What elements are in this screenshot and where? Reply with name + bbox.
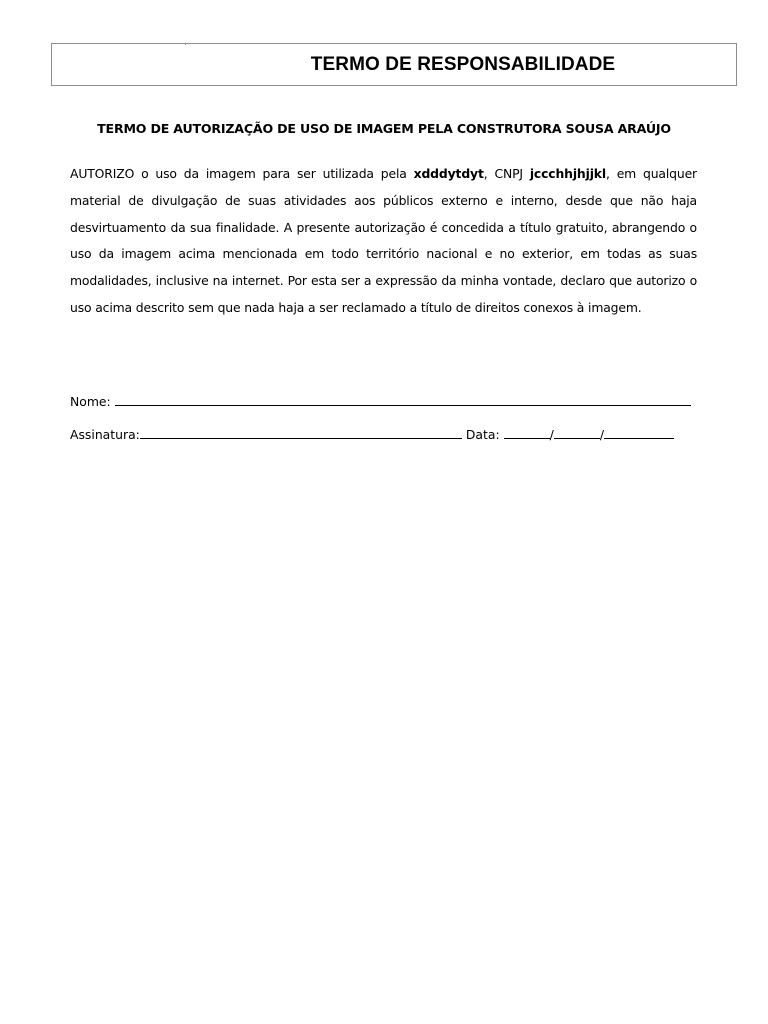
header-divider (185, 44, 186, 45)
date-label: Data: (465, 427, 500, 442)
name-label: Nome: (70, 394, 111, 409)
paragraph-text-part1: AUTORIZO o uso da imagem para ser utilizada pela (70, 166, 414, 181)
header-box (51, 43, 737, 86)
name-field[interactable] (115, 394, 691, 406)
company-name: xdddytdyt (413, 166, 484, 181)
signature-field[interactable] (140, 427, 462, 439)
date-month-field[interactable] (554, 427, 600, 439)
date-separator: / (599, 427, 604, 442)
date-separator: / (549, 427, 554, 442)
date-day-field[interactable] (504, 427, 550, 439)
signature-field-row (70, 427, 697, 442)
paragraph-text-part2: , CNPJ (483, 166, 530, 181)
paragraph-text-part3: , em qualquer material de divulgação de suas atividades aos públicos externo e interno, desde que não haja desvirtuamento da sua finalidade. A presente autorização é concedida a título gratuito, abrangendo o uso da imagem acima mencionada em todo território nacional e no exterior, em todas as suas modalidades, inclusive na internet. Por esta ser a expressão da minha vontade, declaro que autorizo o uso acima descrito sem que nada haja a ser reclamado a título de direitos conexos à imagem. (70, 166, 697, 315)
cnpj-value: jccchhjhjjkl (529, 166, 606, 181)
document-subtitle: TERMO DE AUTORIZAÇÃO DE USO DE IMAGEM PELA CONSTRUTORA SOUSA ARAÚJO (97, 121, 671, 136)
date-year-field[interactable] (604, 427, 674, 439)
authorization-paragraph (70, 161, 697, 322)
signature-label: Assinatura: (70, 427, 140, 442)
page-title: TERMO DE RESPONSABILIDADE (310, 54, 616, 75)
name-field-row (70, 394, 697, 409)
